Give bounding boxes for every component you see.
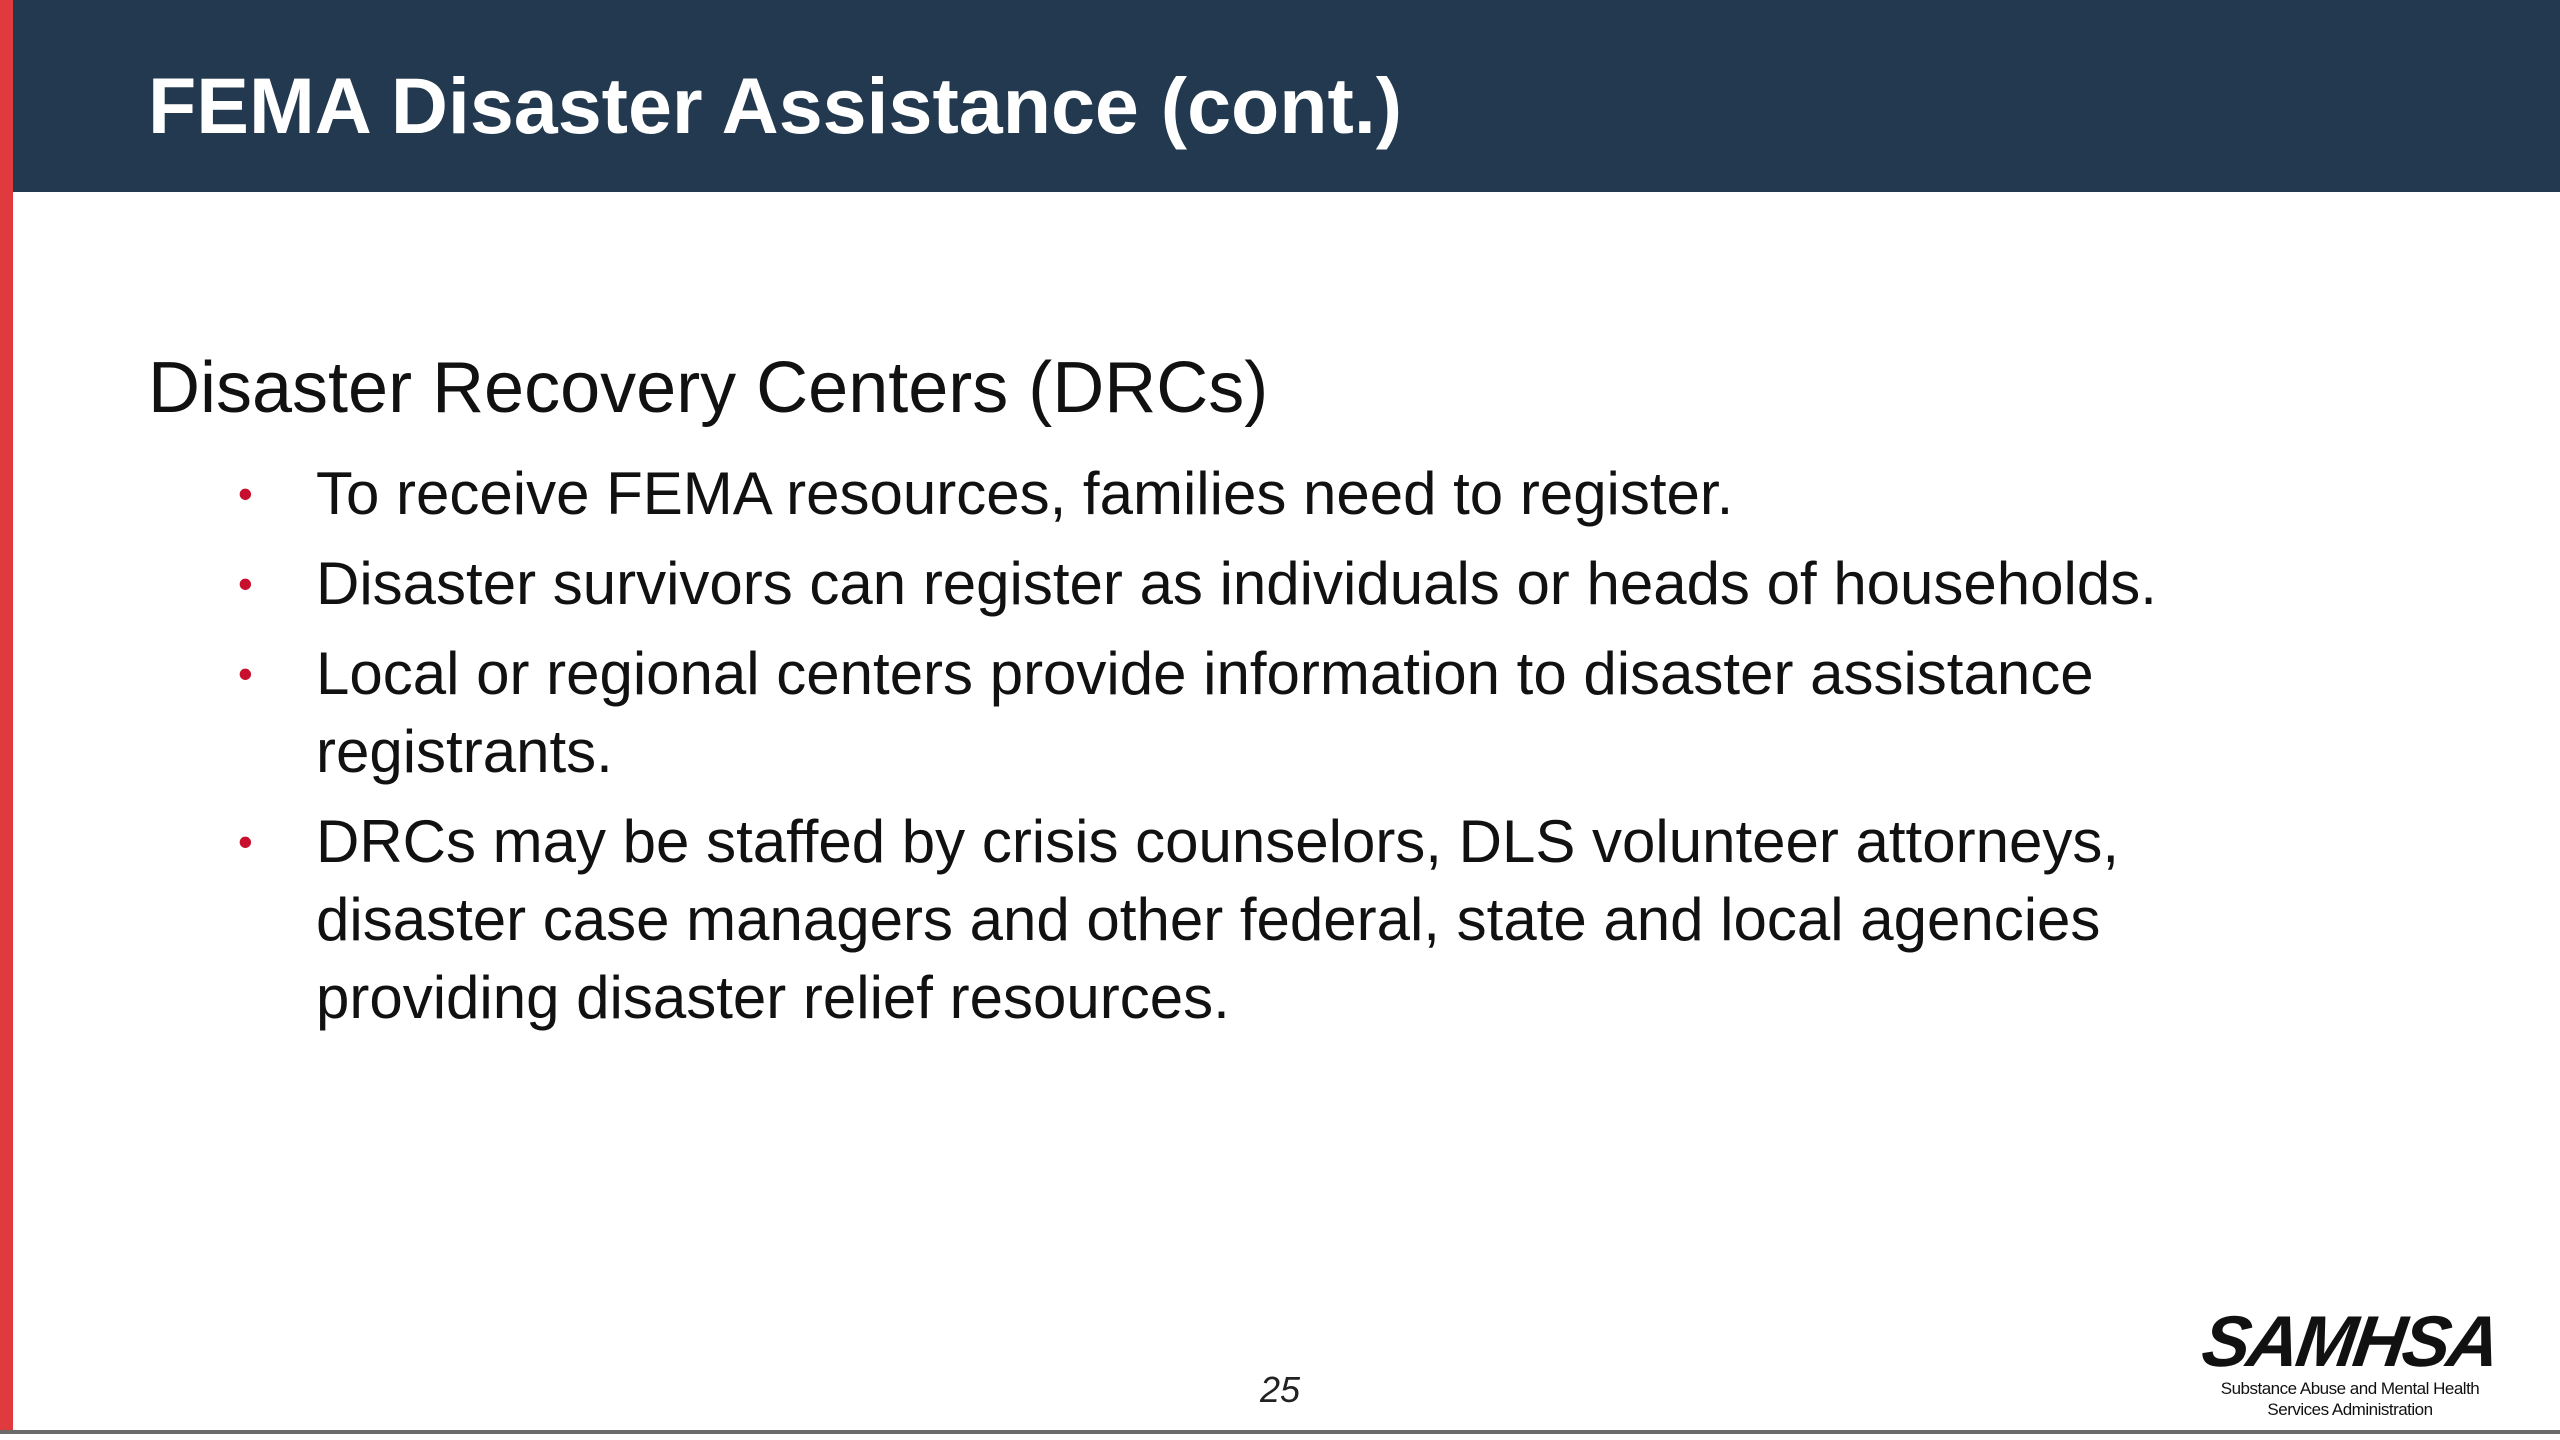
bottom-divider	[0, 1430, 2560, 1434]
bullet-text: Local or regional centers provide information to disaster assistance registrants.	[316, 640, 2094, 785]
left-accent-stripe	[0, 0, 13, 1433]
bullet-dot-icon: •	[238, 560, 253, 607]
logo-subtitle-line1: Substance Abuse and Mental Health	[2220, 1379, 2480, 1398]
bullet-list	[238, 455, 2316, 1049]
bullet-dot-icon: •	[238, 650, 253, 697]
bullet-text: To receive FEMA resources, families need to register.	[316, 460, 1734, 527]
bullet-dot-icon: •	[238, 470, 253, 517]
bullet-item	[238, 455, 2316, 533]
bullet-item	[238, 635, 2316, 791]
slide-title: FEMA Disaster Assistance (cont.)	[148, 61, 1403, 150]
title-bar	[13, 0, 2560, 192]
section-heading: Disaster Recovery Centers (DRCs)	[148, 348, 1269, 428]
bullet-item	[238, 545, 2316, 623]
page-number: 25	[1259, 1369, 1301, 1410]
logo-subtitle-line2: Services Administration	[2267, 1400, 2433, 1419]
bullet-text: DRCs may be staffed by crisis counselors, DLS volunteer attorneys, disaster case managers and other federal, state and local agencies providing disaster relief resources.	[316, 808, 2119, 1031]
samhsa-logo-mark: SAMHSA	[2197, 1302, 2503, 1382]
samhsa-logo	[2190, 1302, 2510, 1419]
bullet-item	[238, 803, 2316, 1037]
bullet-dot-icon: •	[238, 818, 253, 865]
bullet-text: Disaster survivors can register as individuals or heads of households.	[316, 550, 2157, 617]
